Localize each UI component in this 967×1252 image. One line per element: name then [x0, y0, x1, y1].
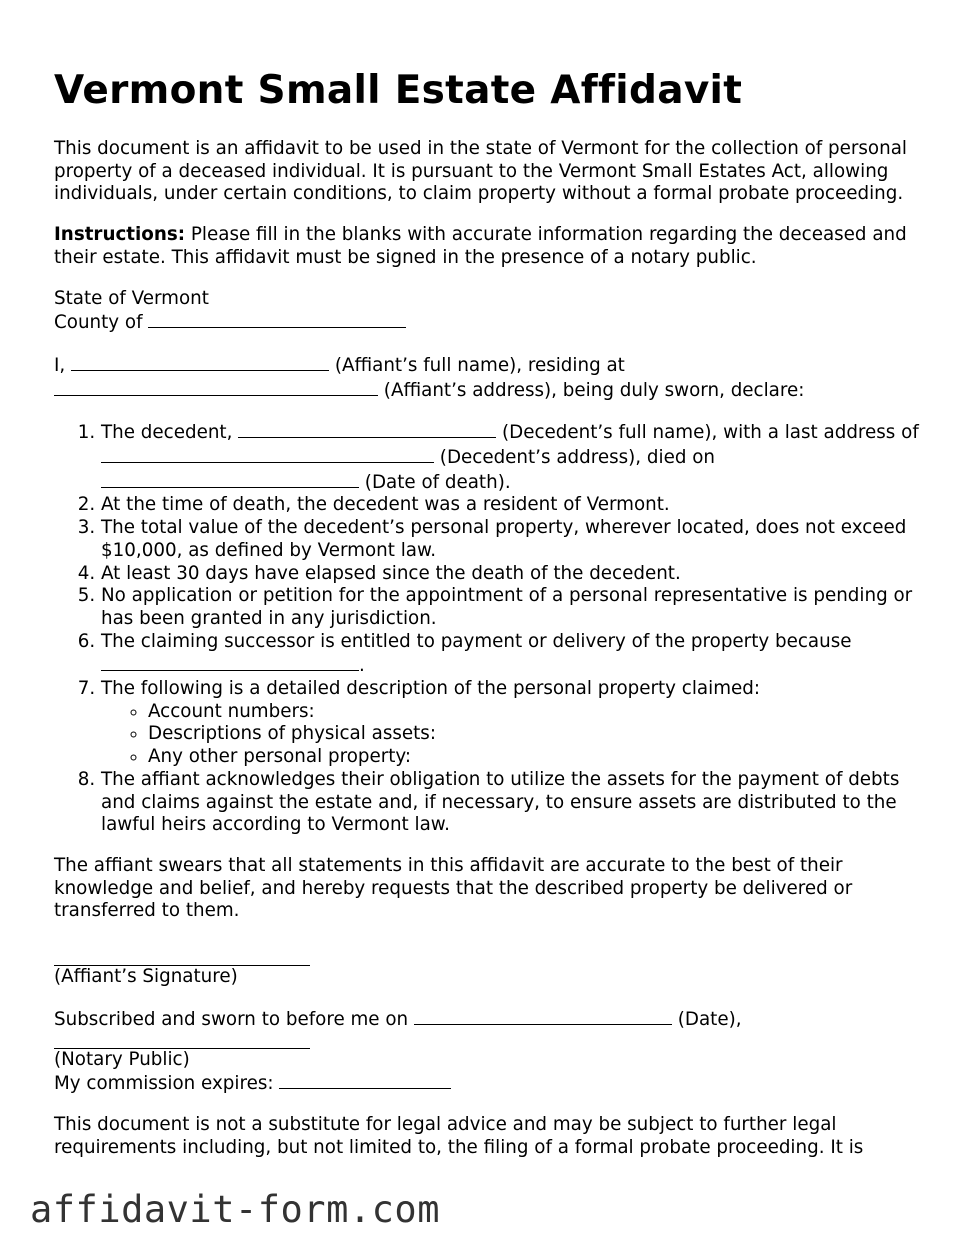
affiant-prefix: I, [54, 354, 72, 376]
sworn-date-blank[interactable] [414, 1007, 672, 1025]
notary-block [54, 1007, 934, 1096]
affiant-signature-line[interactable] [54, 945, 310, 966]
commission-label: My commission expires: [54, 1073, 280, 1095]
list-item [101, 631, 934, 678]
item-text: (Decedent’s address), died on [434, 447, 716, 469]
item-text: The claiming successor is entitled to payment or delivery of the property because [101, 630, 852, 652]
date-of-death-blank[interactable] [101, 470, 359, 488]
signature-block [54, 945, 934, 989]
list-item [101, 678, 934, 769]
list-item: 3. The total value of the decedent’s personal property, wherever located, does not exceed $10,000, as defined by Vermont law. [101, 517, 934, 562]
commission-expiry-blank[interactable] [279, 1071, 451, 1089]
notary-signature-line[interactable] [54, 1032, 310, 1049]
affiant-paragraph [54, 353, 934, 402]
venue-block [54, 288, 934, 335]
item-text: (Date of death). [359, 471, 511, 493]
subscribed-suffix: (Date), [671, 1008, 742, 1030]
property-sublist [101, 701, 934, 769]
item-text: . [359, 655, 365, 677]
document-page [54, 66, 934, 1177]
declarations-list [54, 420, 934, 837]
item-text: (Decedent’s full name), with a last address of [496, 422, 919, 444]
instructions-label: Instructions: [54, 224, 186, 246]
affiant-name-hint: (Affiant’s full name), residing at [329, 354, 625, 376]
document-title: Vermont Small Estate Affidavit [54, 68, 743, 113]
county-label: County of [54, 312, 149, 334]
item-text: The following is a detailed description of the personal property claimed: [101, 678, 761, 700]
list-item: 8. The affiant acknowledges their obligation to utilize the assets for the payment of debts and claims against the estate and, if necessary, to ensure assets are distributed to the lawful heirs according to Vermont law. [101, 769, 934, 837]
sub-list-item: ◦ Account numbers: [148, 701, 934, 724]
decedent-address-blank[interactable] [101, 445, 434, 463]
affiant-name-blank[interactable] [71, 353, 329, 371]
list-item [101, 420, 934, 494]
item-text: The decedent, [101, 422, 239, 444]
state-line: State of Vermont [54, 287, 209, 309]
sub-list-item: ◦ Any other personal property: [148, 746, 934, 769]
list-item: 2. At the time of death, the decedent was a resident of Vermont. [101, 494, 934, 517]
notary-caption: (Notary Public) [54, 1048, 190, 1070]
site-watermark: affidavit-form.com [30, 1188, 440, 1231]
sub-list-item: ◦ Descriptions of physical assets: [148, 723, 934, 746]
decedent-name-blank[interactable] [238, 420, 496, 438]
swear-paragraph: The affiant swears that all statements in this affidavit are accurate to the best of their knowledge and belief, and hereby requests that the described property be delivered or transferred to them. [54, 854, 853, 922]
list-item: 5. No application or petition for the appointment of a personal representative is pending or has been granted in any jurisdiction. [101, 585, 934, 630]
subscribed-prefix: Subscribed and sworn to before me on [54, 1008, 414, 1030]
entitlement-reason-blank[interactable] [101, 653, 359, 671]
disclaimer-paragraph: This document is not a substitute for legal advice and may be subject to further legal requirements including, but not limited to, the filing of a formal probate proceeding. It is [54, 1113, 864, 1158]
instructions-text: Please fill in the blanks with accurate information regarding the deceased and their estate. This affidavit must be signed in the presence of a notary public. [54, 224, 907, 268]
county-blank[interactable] [148, 310, 406, 328]
instructions-paragraph [54, 224, 934, 269]
list-item: 4. At least 30 days have elapsed since the death of the decedent. [101, 563, 934, 586]
signature-caption: (Affiant’s Signature) [54, 966, 238, 988]
intro-paragraph: This document is an affidavit to be used in the state of Vermont for the collection of personal property of a deceased individual. It is pursuant to the Vermont Small Estates Act, allowing individuals, under certain conditions, to claim property without a formal probate proceeding. [54, 138, 907, 205]
affiant-address-hint: (Affiant’s address), being duly sworn, declare: [378, 379, 805, 401]
affiant-address-blank[interactable] [54, 378, 378, 396]
